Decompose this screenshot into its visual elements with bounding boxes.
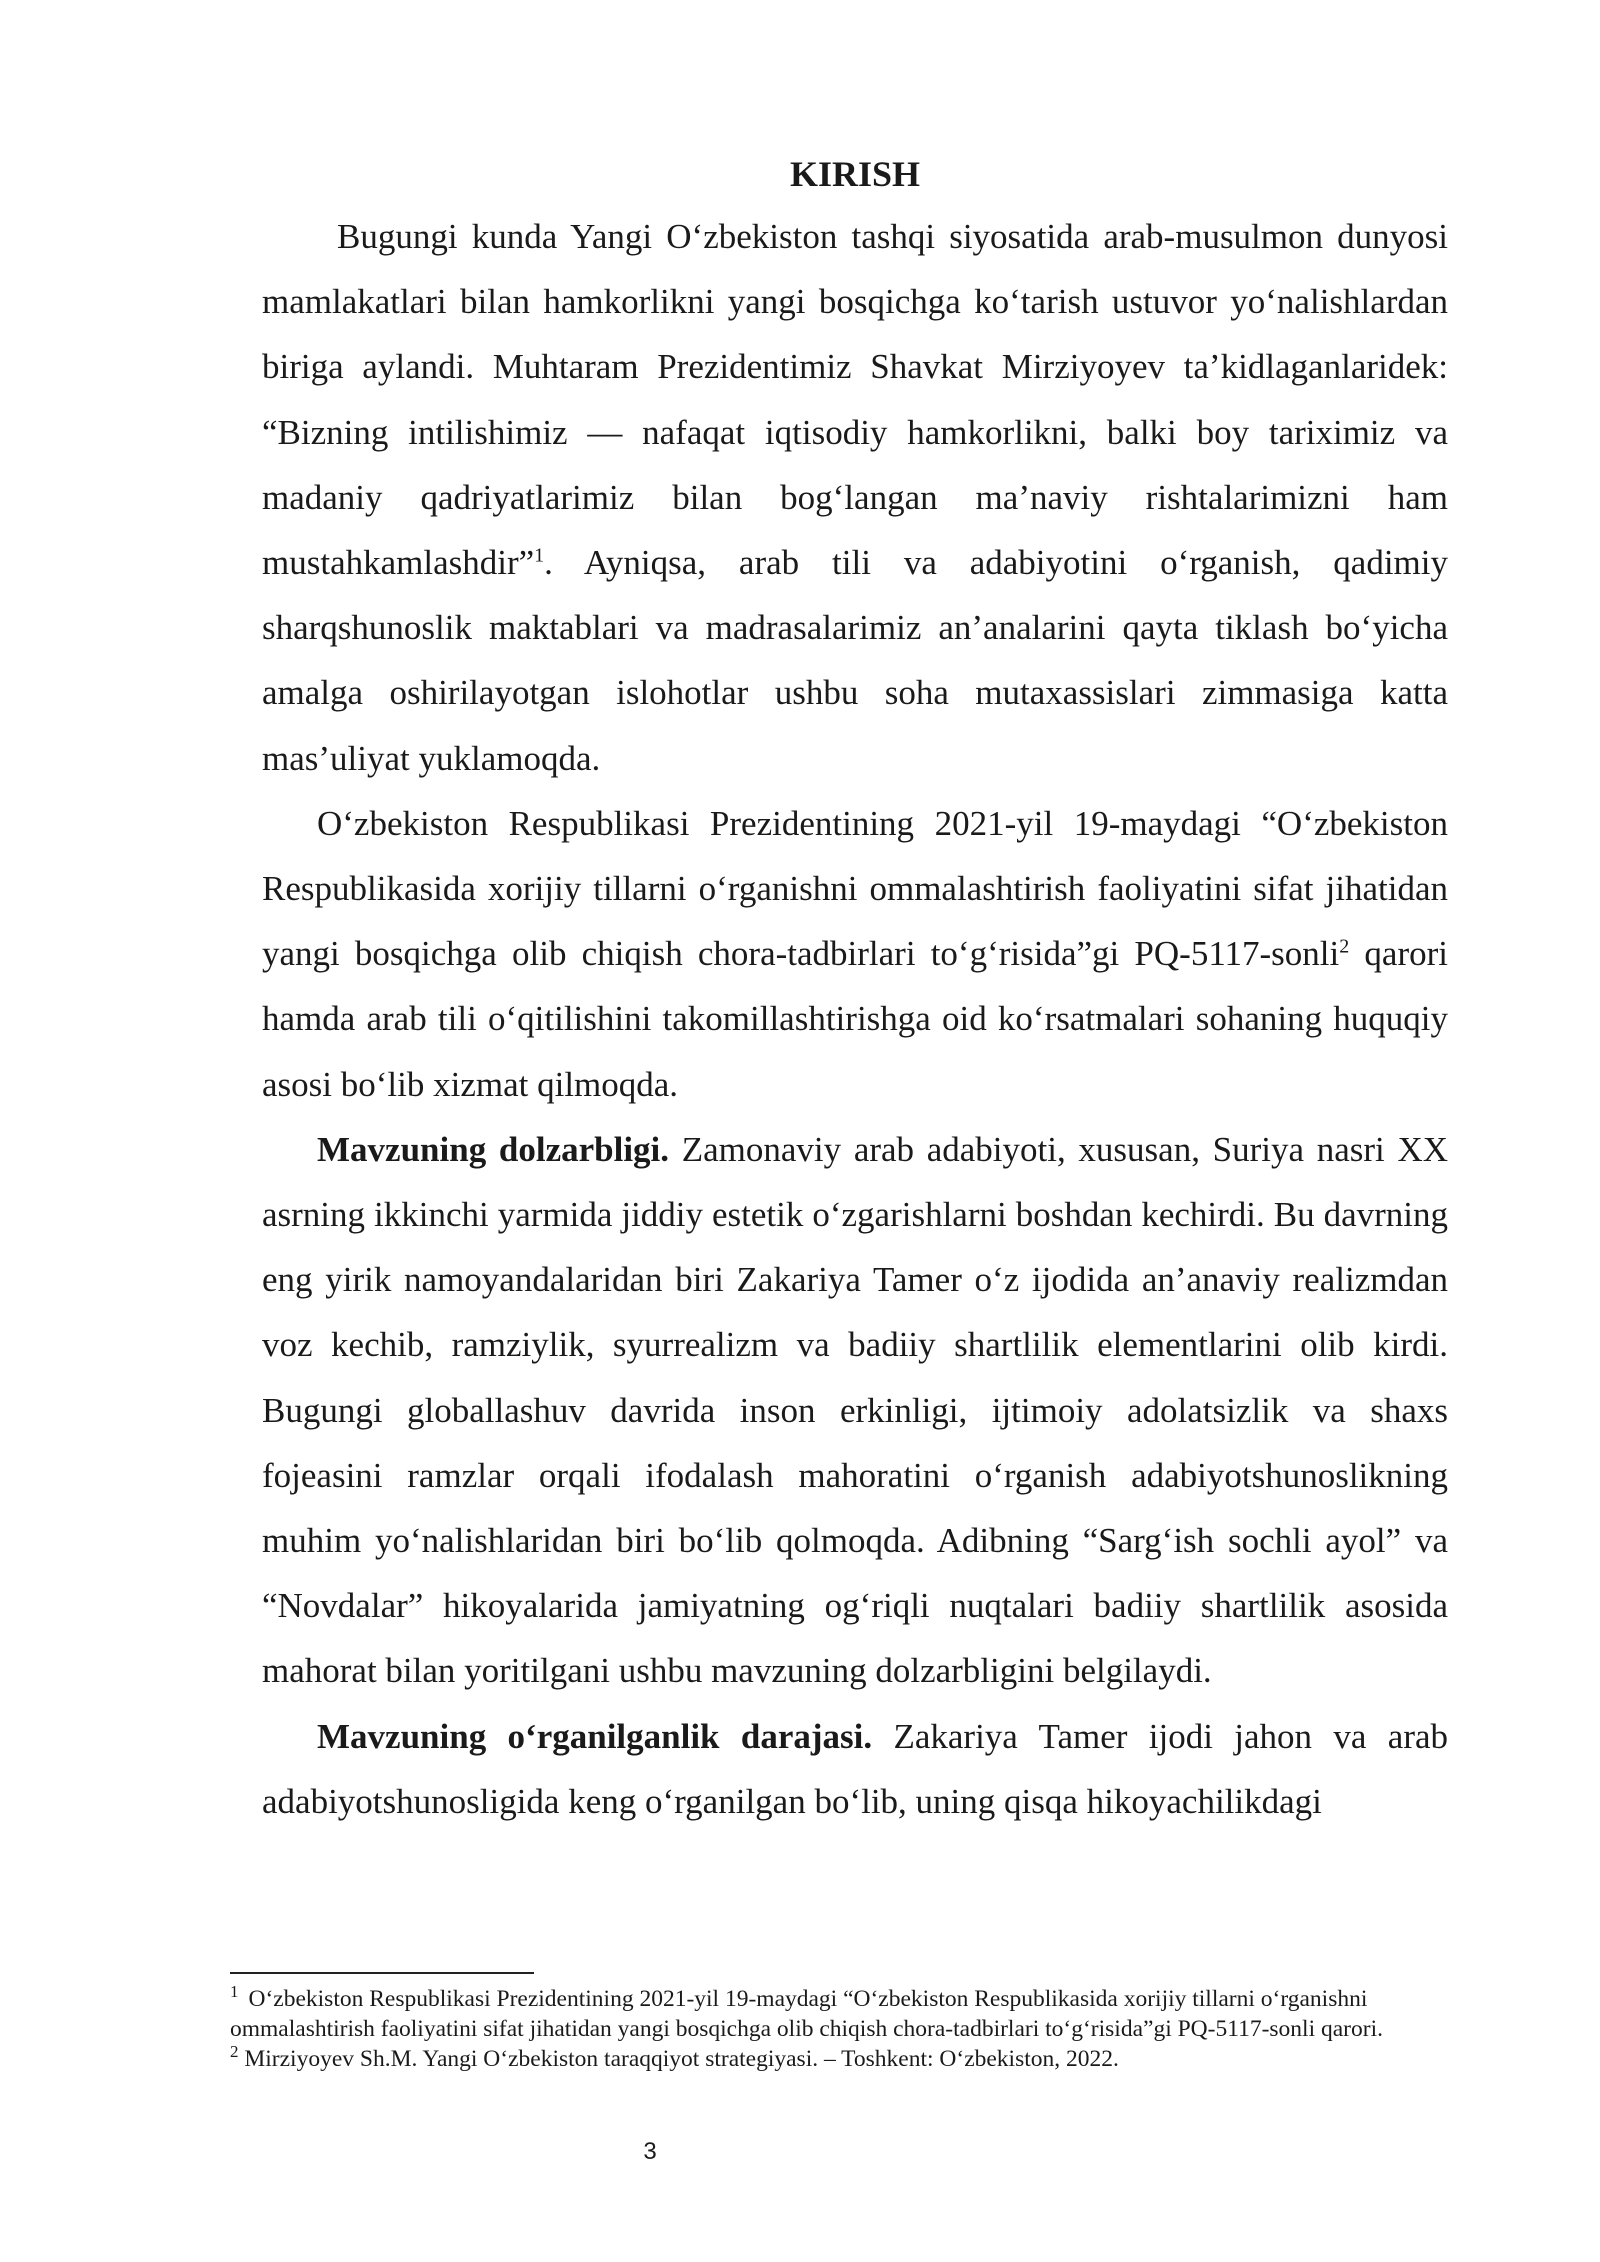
footnote-2-number: 2 [230,2042,239,2062]
research-level-heading: Mavzuning o‘rganilganlik darajasi. [317,1716,873,1756]
footnote-ref-2[interactable]: 2 [1339,935,1350,958]
footnotes [230,1984,1450,2074]
footnote-2-text: Mirziyoyev Sh.M. Yangi O‘zbekiston taraqqiyot strategiyasi. – Toshkent: O‘zbekiston, 2022. [238,2046,1119,2072]
document-page [262,150,1448,1834]
page-title: KIRISH [789,154,921,194]
paragraph-decree-text-b: qarori hamda arab tili o‘qitilishini takomillashtirishga oid ko‘rsatmalari sohaning huquqiy asosi bo‘lib xizmat qilmoqda. [262,934,1448,1104]
paragraph-relevance [262,1117,1448,1704]
footnote-2 [230,2044,1450,2074]
paragraph-decree-text-a: O‘zbekiston Respublikasi Prezidentining 2021-yil 19-maydagi “O‘zbekiston Respublikasida xorijiy tillarni o‘rganishni ommalashtirish faoliyatini sifat jihatidan yangi bosqichga olib chiqish chora-tadbirlari to‘g‘risida”gi PQ-5117-sonli [262,803,1448,974]
relevance-text: Zamonaviy arab adabiyoti, xususan, Suriya nasri XX asrning ikkinchi yarmida jiddiy estetik o‘zgarishlarni boshdan kechirdi. Bu davrning eng yirik namoyandalaridan biri Zakariya Tamer o‘z ijodida an’anaviy realizmdan voz kechib, ramziylik, syurrealizm va badiiy shartlilik elementlarini olib kirdi. Bugungi globallashuv davrida inson erkinligi, ijtimoiy adolatsizlik va shaxs fojeasini ramzlar orqali ifodalash mahoratini o‘rganish adabiyotshunoslikning muhim yo‘nalishlaridan biri bo‘lib qolmoqda. Adibning “Sarg‘ish sochli ayol” va “Novdalar” hikoyalarida jamiyatning og‘riqli nuqtalari badiiy shartlilik asosida mahorat bilan yoritilgani ushbu mavzuning dolzarbligini belgilaydi. [262,1129,1448,1691]
paragraph-intro-text-a: Bugungi kunda Yangi O‘zbekiston tashqi siyosatida arab-musulmon dunyosi mamlakatlari bilan hamkorlikni yangi bosqichga ko‘tarish ustuvor yo‘nalishlardan biriga aylandi. Muhtaram Prezidentimiz Shavkat Mirziyoyev ta’kidlaganlaridek: “Bizning intilishimiz — nafaqat iqtisodiy hamkorlikni, balki boy tariximiz va madaniy qadriyatlarimiz bilan bog‘langan ma’naviy rishtalarimizni ham mustahkamlashdir” [262,217,1448,583]
paragraph-intro-text-b: . Ayniqsa, arab tili va adabiyotini o‘rganish, qadimiy sharqshunoslik maktablari va madrasalarimiz an’analarini qayta tiklash bo‘yicha amalga oshirilayotgan islohotlar ushbu soha mutaxassislari zimmasiga katta mas’uliyat yuklamoqda. [262,543,1448,778]
research-level-text: Zakariya Tamer ijodi jahon va arab adabiyotshunosligida keng o‘rganilgan bo‘lib, uning qisqa hikoyachilikdagi [262,1716,1449,1821]
footnote-ref-1[interactable]: 1 [534,544,545,567]
footnote-1-text: O‘zbekiston Respublikasi Prezidentining 2021-yil 19-maydagi “O‘zbekiston Respublikasida xorijiy tillarni o‘rganishni ommalashtirish faoliyatini sifat jihatidan yangi bosqichga olib chiqish chora-tadbirlari to‘g‘risida”gi PQ-5117-sonli qarori. [230,1986,1383,2042]
paragraph-decree [262,791,1448,1117]
relevance-heading: Mavzuning dolzarbligi. [317,1129,670,1169]
footnote-separator [230,1972,534,1974]
paragraph-intro [262,204,1448,791]
paragraph-research-level [262,1704,1448,1834]
footnote-1-number: 1 [230,1982,239,2002]
footnote-1 [230,1984,1450,2044]
page-number: 3 [643,2138,657,2165]
